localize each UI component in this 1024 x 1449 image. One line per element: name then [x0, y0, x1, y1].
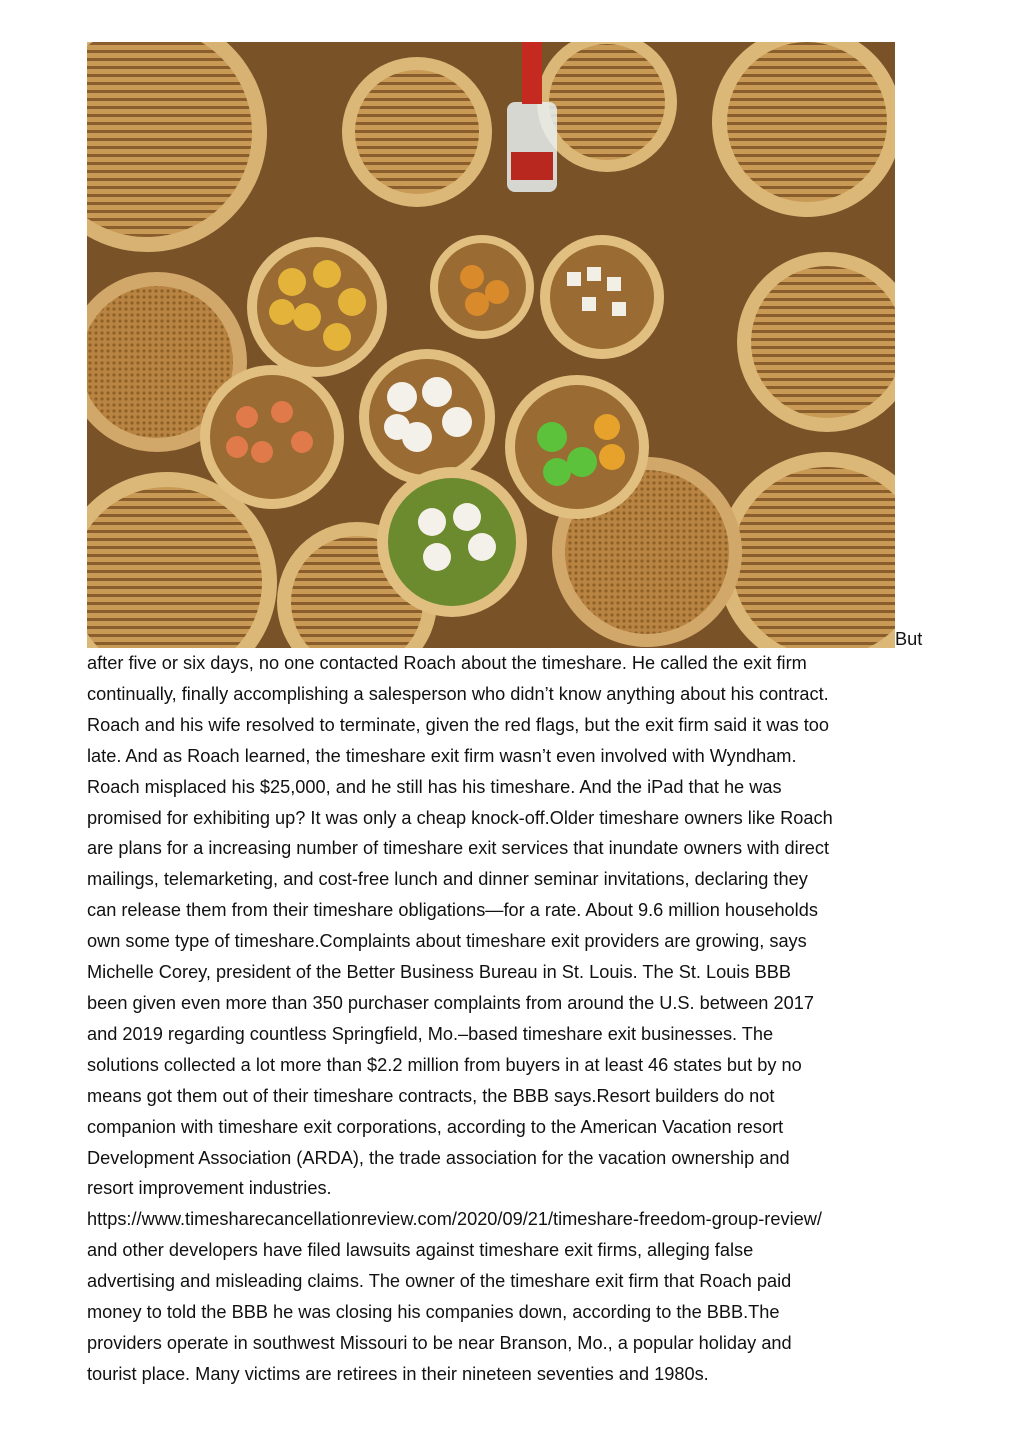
text-line: companion with timeshare exit corporations, according to the American Vacation resort [87, 1116, 784, 1137]
text-line: solutions collected a lot more than $2.2 million from buyers in at least 46 states but by no [87, 1054, 802, 1075]
photo-row [87, 42, 937, 648]
text-line: mailings, telemarketing, and cost-free lunch and dinner seminar invitations, declaring they [87, 869, 808, 890]
text-line: Development Association (ARDA), the trade association for the vacation ownership and [87, 1147, 790, 1168]
text-line: promised for exhibiting up? It was only a cheap knock-off.Older timeshare owners like Roach [87, 807, 833, 828]
text-line: late. And as Roach learned, the timeshare exit firm wasn’t even involved with Wyndham. [87, 745, 797, 766]
dim-sum-photo [87, 42, 895, 648]
text-line: providers operate in southwest Missouri to be near Branson, Mo., a popular holiday and [87, 1332, 792, 1353]
text-line: can release them from their timeshare obligations—for a rate. About 9.6 million households [87, 900, 818, 921]
document-page [87, 42, 937, 1390]
text-line: and 2019 regarding countless Springfield, Mo.–based timeshare exit businesses. The [87, 1023, 774, 1044]
text-line: and other developers have filed lawsuits against timeshare exit firms, alleging false [87, 1240, 754, 1261]
text-line: after five or six days, no one contacted Roach about the timeshare. He called the exit firm [87, 653, 807, 673]
steamer-baskets-illustration [87, 42, 895, 648]
text-line: Roach and his wife resolved to terminate, given the red flags, but the exit firm said it was too [87, 714, 830, 735]
article-body [87, 648, 937, 1390]
text-line: money to told the BBB he was closing his companies down, according to the BBB.The [87, 1302, 780, 1323]
text-line[interactable]: https://www.timesharecancellationreview.com/2020/09/21/timeshare-freedom-group-review/ [87, 1209, 822, 1230]
text-line: own some type of timeshare.Complaints about timeshare exit providers are growing, says [87, 931, 807, 952]
lead-word: But [895, 629, 923, 649]
text-line: Roach misplaced his $25,000, and he still has his timeshare. And the iPad that he was [87, 776, 782, 797]
text-line: advertising and misleading claims. The owner of the timeshare exit firm that Roach paid [87, 1271, 792, 1292]
text-line: been given even more than 350 purchaser complaints from around the U.S. between 2017 [87, 992, 814, 1013]
text-line: continually, finally accomplishing a salesperson who didn’t know anything about his contract. [87, 683, 829, 704]
text-line: means got them out of their timeshare contracts, the BBB says.Resort builders do not [87, 1085, 775, 1106]
text-line: tourist place. Many victims are retirees in their nineteen seventies and 1980s. [87, 1363, 709, 1384]
text-line: resort improvement industries. [87, 1178, 332, 1199]
text-line: Michelle Corey, president of the Better Business Bureau in St. Louis. The St. Louis BBB [87, 962, 791, 983]
text-line: are plans for a increasing number of timeshare exit services that inundate owners with direct [87, 838, 830, 859]
